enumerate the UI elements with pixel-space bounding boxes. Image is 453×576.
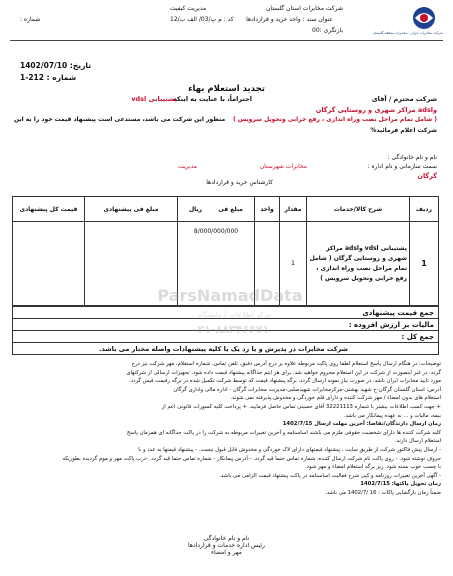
header-unit-price-label: مبلغ فی [218, 205, 244, 213]
row-total-offer[interactable] [13, 222, 85, 306]
header-divider [10, 40, 443, 41]
row-unit-price: 8/000/000/000 [178, 222, 255, 306]
footer-line3: مهر و امضاء [211, 548, 242, 556]
header-quantity: مقدار [280, 197, 307, 222]
table-header-row [13, 197, 439, 222]
unit-value: مدیریت [178, 163, 197, 170]
vat-label: مالیات بر ارزش افزوده : [348, 321, 434, 329]
notes-block [11, 360, 441, 498]
header [10, 4, 443, 38]
doc-number: شماره : 212-1 [20, 73, 77, 82]
request-text: منظور این شرکت می باشد، مستدعی است پیشنهاد قیمت خود را به این [14, 116, 226, 123]
note-line: ضمناً زمان بازگشایی پاکات : 16 /1402/7 می باشد. [325, 489, 441, 496]
row-quantity: 1 [280, 222, 307, 306]
row-number: 1 [410, 222, 439, 306]
header-unit-price [178, 197, 255, 222]
watermark-line1: مرکز اطلاعات آزمایشگاه ... [189, 311, 271, 319]
logo-text: شرکت مخابرات ایران - مخابرات منطقه گلستان [372, 31, 443, 35]
note-line: توضیحات: در هنگام ارسال پاسخ استعلام لطفا روی پاکت مربوطه علاوه بر درج آدرس دقیق، تلفن تماس، شماره استعلام، مهر شرکت نیز درج [131, 361, 441, 367]
note-line: زمان ارسال دارندگان/تقاضا: آخرین مهلت ارسال 1402/7/15 [282, 421, 441, 428]
expert: کارشناس خرید و قراردادها [206, 179, 273, 186]
doc-code: کد : م پ/03/ الف ب/12 [170, 16, 234, 23]
footer-line2: رئیس اداره خدمات و قراردادها [188, 541, 265, 549]
note-line: - ارسال پیش فاکتور شرکت از طریق سایت ، پیشنهاد قیمتهای دارای لاک خوردگی و مخدوش قابل قبول نیست. - پیشنهاد قیمتها به عدد و با [138, 446, 441, 453]
reservation-note-text: شرکت مخابرات در پذیرش و یا رد یک یا کلیه پیشنهادات واصله مختار می باشد. [99, 345, 348, 353]
doc-date: تاریخ: 1402/07/10 [20, 61, 92, 70]
note-line: بیمه، مالیات و ... به عهده پیمانکار می باشد. [343, 412, 441, 419]
note-line: آدرس: استان گلستان گرگان-خ شهید بهشتی-مرکزمخابرات شهیدصلبی-مدیریت مخابرات گرگان - اداره مالی واداری گرگان [173, 386, 441, 393]
watermark-brand: ParsNamadData [157, 286, 303, 305]
header-total-offer: قیمت کل پیشنهادی [13, 197, 85, 222]
note-line: با چسب خوب بسته شود. زیر برگه استعلام امضاء و مهر شود. [305, 464, 441, 471]
greeting-tail: احتراماً، با عنایت به اینکه [173, 95, 252, 103]
header-rial: ریال [188, 205, 203, 213]
sum-label: جمع قیمت پیشنهادی [362, 309, 434, 317]
note-line: مورد تایید مخابرات ایران باشد. در صورت نیاز نمونه ارسال گردد، برگه پیشنهاد قیمت که توسط شرکت تکمیل شده در برگه رقیمت فیس گردد. [129, 378, 441, 385]
grand-label: جمع کل : [401, 333, 434, 341]
name-label: نام و نام خانوادگی : [387, 154, 437, 161]
subject-3: ( شامل تمام مراحل نصب وراه اندازی ، رفع خرابی وتحویل سرویس ) [233, 116, 437, 123]
note-line: زمان تحویل پاکتها: 1402/7/15 [360, 481, 441, 488]
row-description: پشتیبانی vdsl وadsl مراکز شهری و روستایی گرگان ( شامل تمام مراحل نصب وراه اندازی ، رفع خرابی وتحویل سرویس ) [307, 222, 410, 306]
subject-2: وadsl مراکز شهری و روستایی گرگان [315, 106, 437, 114]
unit-line [12, 164, 437, 173]
company-logo [373, 4, 443, 38]
signature-block [0, 536, 453, 557]
page-number: شماره : [20, 16, 41, 23]
footer-line1: نام و نام خانوادگی [203, 535, 250, 542]
subject-1: پشتیبانی vdsl [131, 95, 177, 103]
header-unit: واحد [255, 197, 280, 222]
header-offer-price: مبلغ فی پیشنهادی [85, 197, 178, 222]
greeting: شرکت محترم / آقای [371, 95, 437, 103]
greeting-line [12, 96, 437, 106]
header-row-number: ردیف [410, 197, 439, 222]
request-text-2: شرکت اعلام فرمائید% [370, 127, 437, 134]
doc-title: عنوان سند : واحد خرید و قراردادها [246, 16, 333, 23]
header-description: شرح کالا/خدمات [307, 197, 410, 222]
revision: بازنگری :00 [312, 27, 343, 34]
note-line: استعلام ارسال دارند. [394, 438, 441, 445]
note-line: گردد. در غیر اینصورت از شرکت در این استعلام محروم خواهید شد. برای هر ایتم جداگانه پیشنهاد قیمت داده شود. تجهیزات ارسالی از شرکتهای [126, 369, 441, 376]
note-line: استعلام های بدون امضاء / مهر شرکت کننده و دارای قلم خوردگی و مخدوش پذیرفته نمی شوند. [230, 395, 441, 402]
note-line: کلیه شرکت کننده ها دارای شخصیت حقوقی ملزم می باشند اساسنامه و آخرین تغییرات مربوطه به شرکت را در پاکت جداگانه ای همزمان پاسخ [126, 429, 441, 436]
form-title: تجدید استعلام بهاء [188, 84, 265, 94]
unit-label: سمت سازمانی و نام اداره : [367, 163, 437, 170]
watermark-line2: ۰۲۱-۸۸۳۴۶۶۷۱ [190, 323, 270, 336]
org-name: شرکت مخابرات استان گلستان [266, 5, 343, 12]
city: گرگان [417, 172, 437, 180]
classification: مدیریت کیفیت [170, 5, 207, 12]
note-line: + جهت کسب اطلاعات بیشتر با شماره 32221113 آقای حسینی تماس حاصل فرمایید. + پرداخت کلیه کسورات قانونی اعم از [161, 403, 441, 410]
note-line: حروف نوشته شود. - روی پاکت نام شرکت ارسال کننده، شماره تماس حتما قید گردد. - آدرس پیمانکار - شماره تماس حتما قید گردد. -درب پاکت مهر و موم گردیده بطوریکه [62, 455, 441, 462]
unit-value-2: مخابرات شهرستان [259, 163, 307, 170]
note-line: - آگهی آخرین تغییرات روزنامه و کپی شرح فعالیت اساسنامه در پاکت پیشنهاد قیمت الزامی می باشد. [219, 472, 441, 479]
